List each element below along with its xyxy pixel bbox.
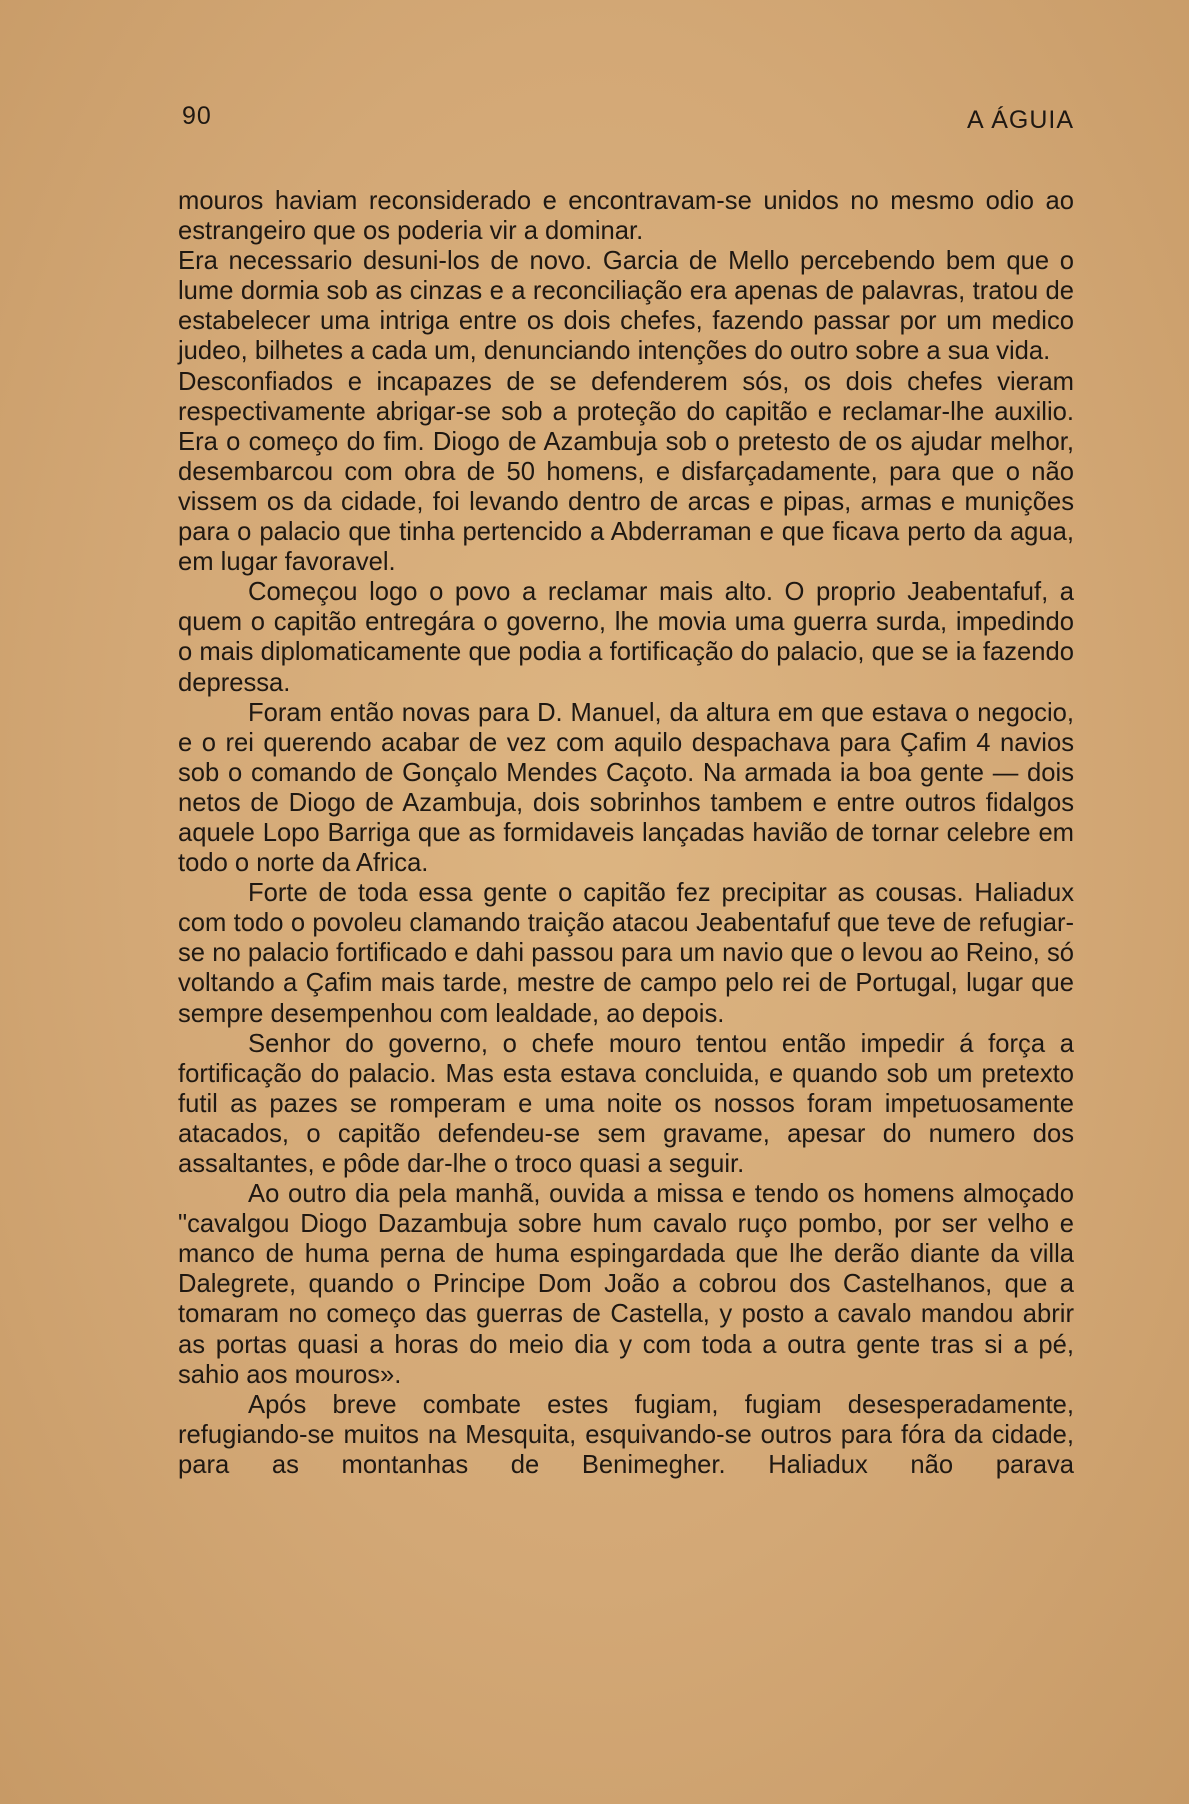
paragraph: Começou logo o povo a reclamar mais alto. O proprio Jeabentafuf, a quem o capitão entregára o governo, lhe movia uma guerra surda, impedindo o mais diplomaticamente que podia a fortificação do palacio, que se ia fazendo depressa. [178,578,1074,697]
page-number: 90 [182,102,212,130]
paragraph: Desconfiados e incapazes de se defenderem sós, os dois chefes vieram respectivamente abrigar-se sob a proteção do capitão e reclamar-lhe auxilio. Era o começo do fim. Diogo de Azambuja sob o pretesto de os ajudar melhor, desembarcou com obra de 50 homens, e disfarçadamente, para que o não vissem os da cidade, foi levando dentro de arcas e pipas, armas e munições para o palacio que tinha pertencido a Abderraman e que ficava perto da agua, em lugar favoravel. [178,367,1074,577]
paragraph: Senhor do governo, o chefe mouro tentou então impedir á força a fortificação do palacio. Mas esta estava concluida, e quando sob um pretexto futil as pazes se romperam e uma noite os nossos foram impetuosamente atacados, o capitão defendeu-se sem gravame, apesar do numero dos assaltantes, e pôde dar-lhe o troco quasi a seguir. [178,1029,1074,1178]
paragraph: Era necessario desuni-los de novo. Garcia de Mello percebendo bem que o lume dormia sob as cinzas e a reconciliação era apenas de palavras, tratou de estabelecer uma intriga entre os dois chefes, fazendo passar por um medico judeo, bilhetes a cada um, denunciando intenções do outro sobre a sua vida. [178,247,1074,366]
paragraph-continued: Após breve combate estes fugiam, fugiam desesperadamente, refugiando-se muitos na Mesquita, esquivando-se outros para fóra da cidade, para as montanhas de Benimegher. Haliadux não parava [178,1390,1074,1479]
body-text [178,186,1074,1480]
paragraph: mouros haviam reconsiderado e encontravam-se unidos no mesmo odio ao estrangeiro que os poderia vir a dominar. [178,187,1074,246]
paragraph: Forte de toda essa gente o capitão fez precipitar as cousas. Haliadux com todo o povoleu clamando traição atacou Jeabentafuf que teve de refugiar-se no palacio fortificado e dahi passou para um navio que o levou ao Reino, só voltando a Çafim mais tarde, mestre de campo pelo rei de Portugal, lugar que sempre desempenhou com lealdade, ao depois. [178,879,1074,1028]
page-header [182,102,1074,142]
paragraph: Ao outro dia pela manhã, ouvida a missa e tendo os homens almoçado "cavalgou Diogo Dazambuja sobre hum cavalo ruço pombo, por ser velho e manco de huma perna de huma espingardada que lhe derão diante da villa Dalegrete, quando o Principe Dom João a cobrou dos Castelhanos, que a tomaram no começo das guerras de Castella, y posto a cavalo mandou abrir as portas quasi a horas do meio dia y com toda a outra gente tras si a pé, sahio aos mouros». [178,1180,1074,1389]
running-title: A ÁGUIA [966,106,1074,134]
paragraph: Foram então novas para D. Manuel, da altura em que estava o negocio, e o rei querendo acabar de vez com aquilo despachava para Çafim 4 navios sob o comando de Gonçalo Mendes Caçoto. Na armada ia boa gente — dois netos de Diogo de Azambuja, dois sobrinhos tambem e entre outros fidalgos aquele Lopo Barriga que as formidaveis lançadas havião de tornar celebre em todo o norte da Africa. [178,698,1074,878]
